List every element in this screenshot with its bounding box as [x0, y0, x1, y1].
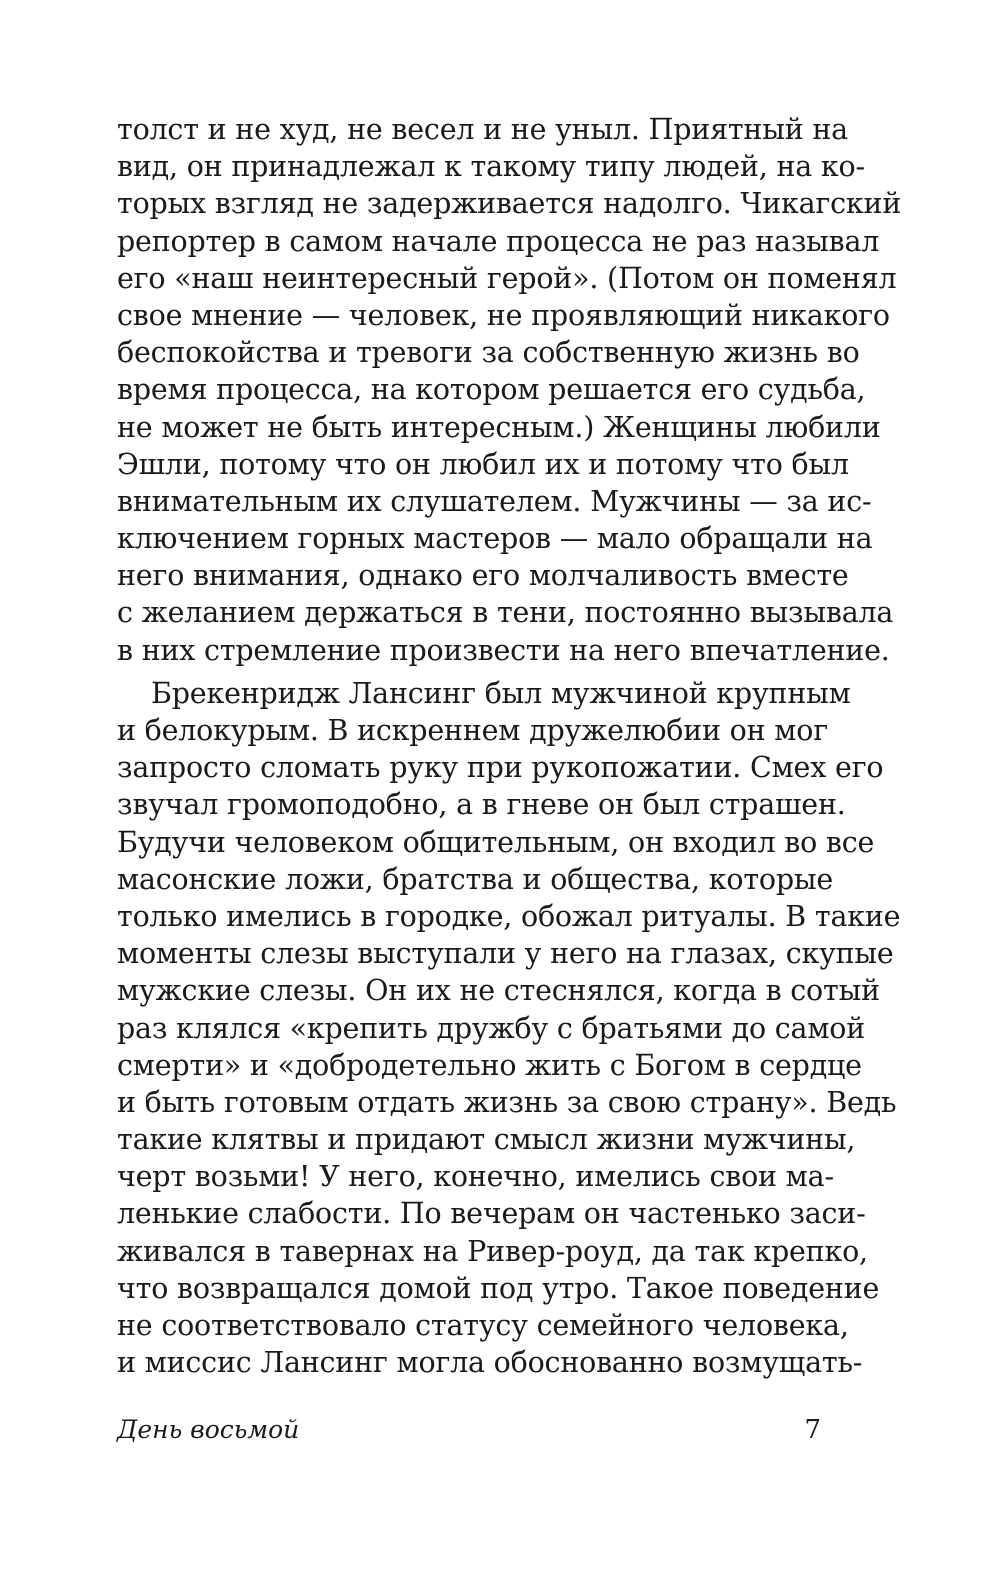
text-line: Эшли, потому что он любил их и потому что был [117, 447, 849, 481]
text-line: внимательным их слушателем. Мужчины — за ис- [117, 484, 872, 518]
text-line: в них стремление произвести на него впечатление. [117, 633, 890, 667]
text-line: звучал громоподобно, а в гневе он был страшен. [117, 788, 846, 822]
text-line: не может не быть интересным.) Женщины любили [117, 410, 881, 444]
running-title: День восьмой [117, 1415, 300, 1444]
text-line: моменты слезы выступали у него на глазах, скупые [117, 937, 894, 971]
text-line: смерти» и «добродетельно жить с Богом в сердце [117, 1048, 862, 1082]
text-line: его «наш неинтересный герой». (Потом он поменял [117, 261, 897, 295]
page-number: 7 [804, 1415, 821, 1445]
text-line: масонские ложи, братства и общества, которые [117, 862, 834, 896]
text-line: черт возьми! У него, конечно, имелись свои ма- [117, 1160, 834, 1194]
text-line: время процесса, на котором решается его судьба, [117, 373, 866, 407]
text-line: толст и не худ, не весел и не уныл. Приятный на [117, 113, 848, 146]
text-line: беспокойства и тревоги за собственную жизнь во [117, 336, 860, 370]
text-line: торых взгляд не задерживается надолго. Чикагский [117, 187, 902, 221]
text-line: него внимания, однако его молчаливость вместе [117, 559, 849, 593]
text-line: Брекенридж Лансинг был мужчиной крупным [151, 676, 851, 710]
text-line: с желанием держаться в тени, постоянно вызывала [117, 596, 894, 630]
text-line: только имелись в городке, обожал ритуалы. В такие [117, 899, 901, 933]
text-line: и миссис Лансинг могла обоснованно возмущать- [117, 1346, 863, 1380]
text-line: раз клялся «крепить дружбу с братьями до самой [117, 1011, 866, 1045]
text-line: такие клятвы и придают смысл жизни мужчины, [117, 1123, 856, 1157]
text-line: Будучи человеком общительным, он входил во все [117, 825, 875, 859]
paragraph-1 [117, 111, 902, 669]
text-line: мужские слезы. Он их не стеснялся, когда в сотый [117, 974, 880, 1008]
text-line: вид, он принадлежал к такому типу людей, на ко- [117, 150, 865, 184]
paragraph-2 [117, 675, 901, 1382]
text-line: запросто сломать руку при рукопожатии. Смех его [117, 751, 884, 785]
text-line: и белокурым. В искреннем дружелюбии он мог [117, 714, 828, 747]
text-line: не соответствовало статусу семейного человека, [117, 1309, 849, 1342]
text-line: ленькие слабости. По вечерам он частенько заси- [117, 1197, 866, 1231]
text-line: ключением горных мастеров — мало обращали на [117, 522, 873, 556]
text-line: живался в тавернах на Ривер-роуд, да так крепко, [117, 1234, 868, 1268]
body-text [117, 111, 902, 1381]
text-line: свое мнение — человек, не проявляющий никакого [117, 298, 890, 332]
text-line: репортер в самом начале процесса не раз называл [117, 224, 880, 258]
text-line: и быть готовым отдать жизнь за свою страну». Ведь [117, 1085, 897, 1119]
text-line: что возвращался домой под утро. Такое поведение [117, 1271, 880, 1305]
